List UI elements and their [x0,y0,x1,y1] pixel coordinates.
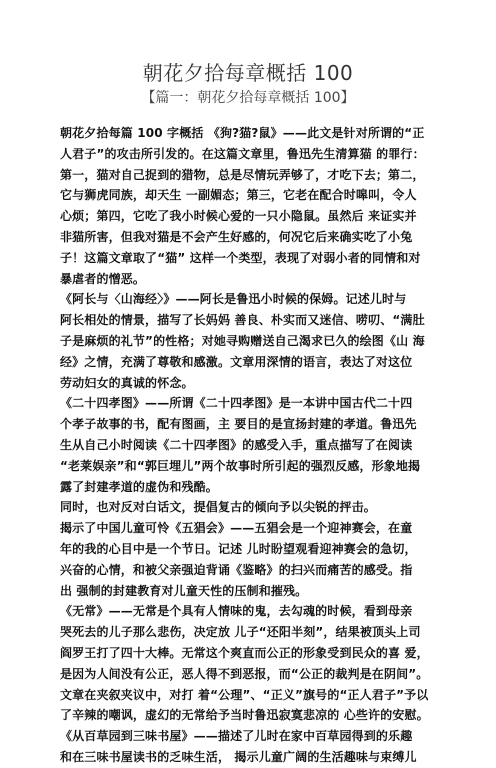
body-text-line: 《从百草园到三味书屋》——描述了儿时在家中百草园得到的乐趣 [60,729,413,744]
body-text-line: 经》之情，充满了尊敬和感激。文章用深情的语言，表达了对这位 [60,354,413,369]
body-text-line: 非猫所害，但我对猫是不会产生好感的，何况它后来确实吃了小兔 [60,229,413,244]
body-text-line: “老莱娱亲”和“郭巨埋儿”两个故事时所引起的强烈反感，形象地揭 [60,458,421,473]
document-subtitle: 【篇一：朝花夕拾每章概括 100】 [141,90,355,106]
body-text-line: 《无常》——无常是个具有人情味的鬼，去勾魂的时候，看到母亲 [60,604,413,619]
body-text-line: 兴奋的心情，和被父亲强迫背诵《鉴略》的扫兴而痛苦的感受。指 [60,562,413,577]
document-title: 朝花夕拾每章概括 100 [142,61,354,85]
body-text-line: 生从自己小时阅读《二十四孝图》的感受入手，重点描写了在阅读 [60,437,413,452]
body-text-line: 个孝子故事的书，配有图画，主 要目的是宣扬封建的孝道。鲁迅先 [60,417,417,432]
body-text-line: 子！这篇文章取了“猫” 这样一个类型，表现了对弱小者的同情和对 [60,250,421,265]
body-text-line: 它与狮虎同族，却天生 一副媚态；第三，它老在配合时嗥叫，令人 [60,188,417,203]
body-text-line: 阎罗王打了四十大棒。无常这个爽直而公正的形象受到民众的喜 爱， [60,645,429,660]
body-text-line: 了辛辣的嘲讽，虚幻的无常给予当时鲁迅寂寞悲凉的 心些许的安慰。 [60,708,429,723]
body-text-line: 心烦；第四，它吃了我小时候心爱的一只小隐鼠。虽然后 来证实并 [60,209,417,224]
body-text-line: 和在三味书屋读书的乏味生活， 揭示儿童广阔的生活趣味与束缚儿 [60,749,417,764]
document-body [60,123,438,768]
body-text-line: 子是麻烦的礼节”的性格；对她寻购赠送自己渴求已久的绘图《山 海 [60,333,425,348]
body-text-line: 劳动妇女的真诚的怀念。 [60,375,194,390]
body-text-line: 朝花夕拾每篇 100 字概括 《狗?猫?鼠》——此文是针对所谓的“正 [60,126,425,140]
body-text-line: 哭死去的儿子那么悲伤，决定放 儿子“还阳半刻”，结果被顶头上司 [60,625,421,640]
body-text-line: 文章在夹叙夹议中，对打 着“公理”、“正义”旗号的“正人君子”予以 [60,687,429,702]
body-text-line: 揭示了中国儿童可怜《五猖会》——五猖会是一个迎神赛会，在童 [60,521,413,536]
body-text-line: 年的我的心目中是一个节日。记述 儿时盼望观看迎神赛会的急切， [60,541,417,556]
body-text-line: 《二十四孝图》——所谓《二十四孝图》是一本讲中国古代二十四 [60,396,413,411]
body-text-line: 《阿长与〈山海经〉》——阿长是鲁迅小时候的保姆。记述儿时与 [60,292,407,307]
body-text-line: 是因为人间没有公正，恶人得不到恶报，而“公正的裁判是在阴间”。 [60,666,429,681]
body-text-line: 露了封建孝道的虚伪和残酷。 [60,479,218,494]
body-text-line: 阿长相处的情景，描写了长妈妈 善良、朴实而又迷信、唠叨、“满肚 [60,313,425,328]
body-text-line: 第一，猫对自己捉到的猎物，总是尽情玩弄够了，才吃下去；第二， [60,167,425,182]
body-text-line: 暴虐者的憎恶。 [60,271,146,286]
body-text-line: 同时，也对反对白话文，提倡复古的倾向予以尖锐的抨击。 [60,500,376,515]
body-text-line: 出 强制的封建教育对儿童天性的压制和摧残。 [60,583,308,598]
body-text-line: 人君子”的攻击所引发的。在这篇文章里，鲁迅先生清算猫 的罪行： [60,146,425,161]
